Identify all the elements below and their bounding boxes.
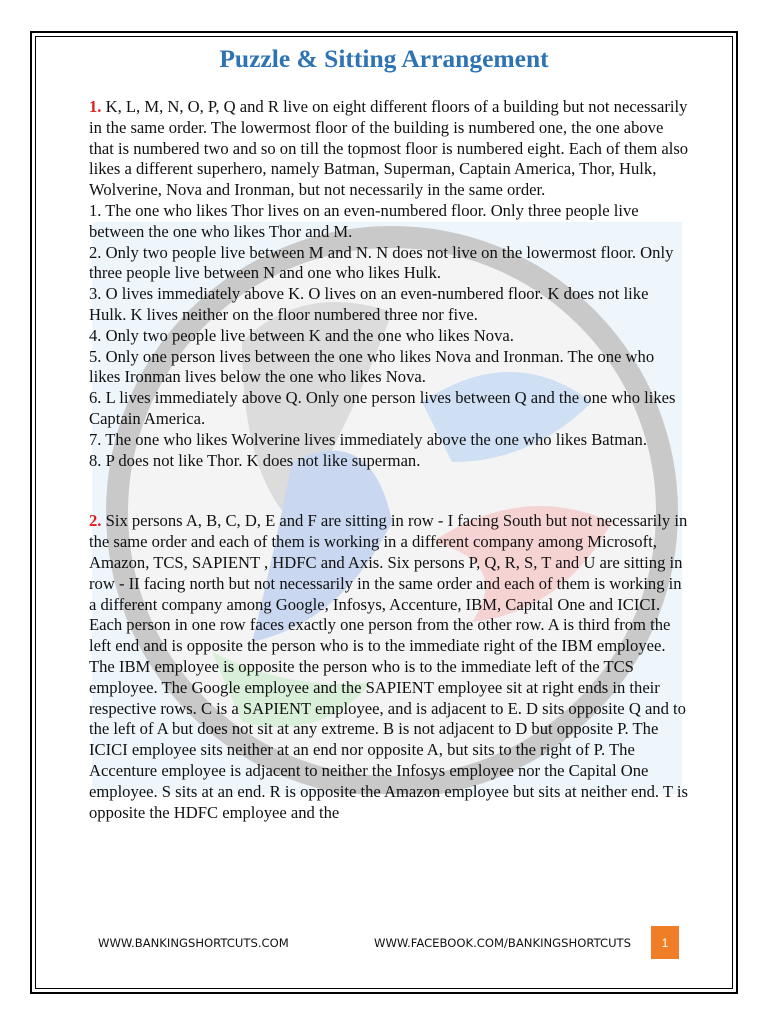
clue-3: 3. O lives immediately above K. O lives on an even-numbered floor. K does not like Hulk. K lives neither on the floor numbered three nor five. (89, 284, 649, 324)
question-2-text: Six persons A, B, C, D, E and F are sitting in row - I facing South but not necessarily in the same order and each of them is working in a different company among Microsoft, Amazon, TCS, SAPIENT , HDFC and Axis. Six persons P, Q, R, S, T and U are sitting in row - II facing north but not necessarily in the same order and each of them is working in a different company among Google, Infosys, Accenture, IBM, Capital One and ICICI. Each person in one row faces exactly one person from the other row. A is third from the left end and is opposite the person who is to the immediate right of the IBM employee. The IBM employee is opposite the person who is to the immediate left of the TCS employee. The Google employee and the SAPIENT employee sit at right ends in their respective rows. C is a SAPIENT employee, and is adjacent to E. D sits opposite Q and to the left of A but does not sit at any extreme. B is not adjacent to D but opposite P. The ICICI employee sits neither at an end nor opposite A, but sits to the right of P. The Accenture employee is adjacent to neither the Infosys employee nor the Capital One employee. S sits at an end. R is opposite the Amazon employee but sits at neither end. T is opposite the HDFC employee and the (89, 511, 688, 822)
page-number-badge: 1 (651, 926, 679, 959)
clue-8: 8. P does not like Thor. K does not like superman. (89, 450, 421, 470)
question-2-number: 2. (89, 511, 102, 531)
question-1-intro (89, 97, 689, 201)
clue-1: 1. The one who likes Thor lives on an even-numbered floor. Only three people live between the one who likes Thor and M. (89, 200, 639, 241)
question-2 (89, 511, 689, 823)
clue-6: 6. L lives immediately above Q. Only one person lives between Q and the one who likes Captain America. (89, 388, 676, 428)
clue-4: 4. Only two people live between K and the one who likes Nova. (89, 325, 514, 345)
page-title: Puzzle & Sitting Arrangement (219, 44, 549, 73)
clue-5: 5. Only one person lives between the one who likes Nova and Ironman. The one who likes Ironman lives below the one who likes Nova. (89, 346, 655, 387)
main-content (89, 97, 689, 823)
clue-7: 7. The one who likes Wolverine lives immediately above the one who likes Batman. (89, 429, 647, 449)
question-1-number: 1. (89, 97, 102, 116)
footer-website-link[interactable]: WWW.BANKINGSHORTCUTS.COM (98, 936, 289, 950)
question-1-text: K, L, M, N, O, P, Q and R live on eight different floors of a building but not necessarily in the same order. The lowermost floor of the building is numbered one, the one above that is numbered two and so on till the topmost floor is numbered eight. Each of them also likes a different superhero, namely Batman, Superman, Captain America, Thor, Hulk, Wolverine, Nova and Ironman, but not necessarily in the same order. (89, 97, 689, 200)
footer-facebook-link[interactable]: WWW.FACEBOOK.COM/BANKINGSHORTCUTS (374, 936, 631, 950)
clue-2: 2. Only two people live between M and N. N does not live on the lowermost floor. Only three people live between N and one who likes Hulk. (89, 242, 674, 283)
